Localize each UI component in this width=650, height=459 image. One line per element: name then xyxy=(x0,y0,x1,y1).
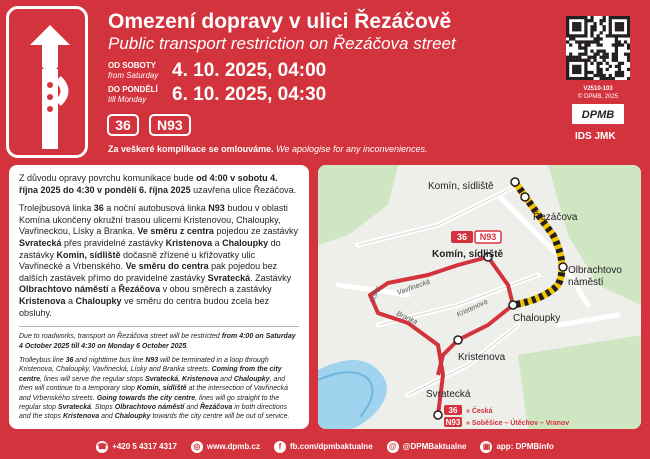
line-badge-n93: N93 xyxy=(149,114,191,136)
phone-text: +420 5 4317 4317 xyxy=(112,442,177,451)
stop-label-olbrachtovo: Olbrachtovo xyxy=(568,265,622,276)
legend-text-n93: » Soběšice – Útěchov – Vranov xyxy=(466,420,570,427)
dpmb-logo xyxy=(572,104,624,124)
stop-label-rezacova: Řezáčova xyxy=(533,212,578,223)
stop-label-chaloupky: Chaloupky xyxy=(513,313,561,324)
svg-text:N93: N93 xyxy=(445,418,461,427)
date-till-value: 6. 10. 2025, 04:30 xyxy=(172,84,327,105)
paragraph-en-1: Due to roadworks, transport on Řezáčova street will be restricted from 4:00 on Saturday 4 October 2025 till 4:30 on Monday 6 October 2025. xyxy=(19,333,296,350)
street-label-kristenova: Kristenova xyxy=(455,298,489,319)
phone-icon: ☎ xyxy=(97,442,108,451)
footer-phone[interactable] xyxy=(96,441,177,453)
facebook-text: fb.com/dpmbaktualne xyxy=(289,442,373,451)
stop-label-komin-temp: Komín, sídliště xyxy=(432,249,504,260)
date-till-label-en: till Monday xyxy=(108,95,147,104)
street-label-branka: Branka xyxy=(395,310,419,327)
footer-facebook[interactable] xyxy=(274,441,373,453)
paragraph-en-2: Trolleybus line 36 and nighttime bus line N93 will be terminated in a loop through Kristenova, Chaloupky, Vavřinecká, Lísky and Branka streets. Coming from the city centre, lines will serve the regular stops Svratecká, Kristenova and Chaloupky, and then will continue to a temporary stop Komín, sídliště at the intersection of Vavřinecká and Vrbenského streets. Going towards the city centre, lines will go straight to the regular stop Svratecká. Stops Olbrachtovo náměstí and Řezáčova in both directions and the stops Kristenova and Chaloupky towards the city centre will be out of service. xyxy=(19,356,290,421)
stop-label-komin-old: Komín, sídliště xyxy=(428,181,494,192)
date-till xyxy=(108,82,326,108)
stop-marker xyxy=(509,301,517,309)
divider xyxy=(19,326,299,327)
affected-lines xyxy=(107,114,191,136)
svg-text:36: 36 xyxy=(456,232,468,242)
footer-social[interactable] xyxy=(387,441,467,453)
footer-web[interactable] xyxy=(191,441,260,453)
apology-cz: Za veškeré komplikace se omlouváme. xyxy=(108,144,274,154)
paragraph-cz-2: Trolejbusová linka 36 a noční autobusová linka N93 budou v oblasti Komína ukončeny okružní trasou ulicemi Kristenovou, Chaloupky, Vavřineckou, Lísky a Branka. Ve směru z centra pojedou ze zastávky Svratecká přes pravidelné zastávky Kristenova a Chaloupky do zastávky Komín, sídliště dočasně zřízené u křižovatky ulic Vavřinecké a Vrbenského. Ve směru do centra pak pojedou bez dalších zastávek přímo do pravidelné zastávky Svratecká. Zastávky Olbrachtovo náměstí a Řezáčova v obou směrech a zastávky Kristenova a Chaloupky ve směru do centra budou zcela bez obsluhy. xyxy=(19,203,298,318)
stop-label-svratecka: Svratecká xyxy=(426,389,471,400)
street-label-vavrinecka: Vavřinecká xyxy=(396,278,431,297)
qr-code-icon[interactable] xyxy=(566,16,630,80)
date-from-label-en: from Saturday xyxy=(108,71,159,80)
stop-marker xyxy=(454,336,462,344)
date-till-label: DO PONDĚLÍ xyxy=(108,85,158,94)
stop-marker xyxy=(521,193,529,201)
svg-text:DPMB: DPMB xyxy=(581,109,615,121)
page-title: Omezení dopravy v ulici Řezáčově xyxy=(108,10,452,33)
line-badge-36: 36 xyxy=(107,114,139,136)
copyright: © DPMB, 2025 xyxy=(577,94,619,100)
svg-text:36: 36 xyxy=(448,406,458,415)
date-from-value: 4. 10. 2025, 04:00 xyxy=(172,60,327,81)
social-icon: @ xyxy=(387,441,399,453)
street-label-lisky: Lísky xyxy=(369,285,382,304)
stop-marker xyxy=(559,263,567,271)
info-text-panel xyxy=(9,165,309,429)
svg-text:N93: N93 xyxy=(479,232,497,242)
stop-marker xyxy=(511,178,519,186)
stop-label-olbrachtovo-2: náměstí xyxy=(568,277,604,288)
svg-text:IDS JMK: IDS JMK xyxy=(575,131,616,142)
route-map xyxy=(318,165,641,429)
apology-en: We apologise for any inconveniences. xyxy=(276,144,428,154)
footer-app[interactable] xyxy=(480,441,553,453)
stop-marker xyxy=(434,411,442,419)
app-icon: ▣ xyxy=(480,441,492,453)
web-text: www.dpmb.cz xyxy=(206,442,260,451)
paragraph-cz-1: Z důvodu opravy povrchu komunikace bude od 4:00 v sobotu 4. října 2025 do 4:30 v pondělí 6. října 2025 uzavřena ulice Řezáčova. xyxy=(19,173,297,195)
globe-icon: ◎ xyxy=(191,441,203,453)
apology xyxy=(108,144,428,154)
legend-text-36: » Česká xyxy=(466,408,493,415)
restriction-logo xyxy=(6,6,88,158)
date-from-label: OD SOBOTY xyxy=(108,61,157,70)
ids-jmk-logo xyxy=(575,128,623,142)
social-text: @DPMBaktualne xyxy=(402,442,467,451)
page-subtitle: Public transport restriction on Řezáčova street xyxy=(108,34,456,53)
doc-code-value: V2510-103 xyxy=(583,86,613,92)
app-text: app: DPMBinfo xyxy=(496,442,554,451)
stop-label-kristenova: Kristenova xyxy=(458,352,506,363)
facebook-icon: f xyxy=(274,441,286,453)
arrow-up-icon xyxy=(30,25,70,75)
doc-code xyxy=(556,85,640,101)
footer xyxy=(0,434,650,459)
date-from xyxy=(108,58,326,84)
